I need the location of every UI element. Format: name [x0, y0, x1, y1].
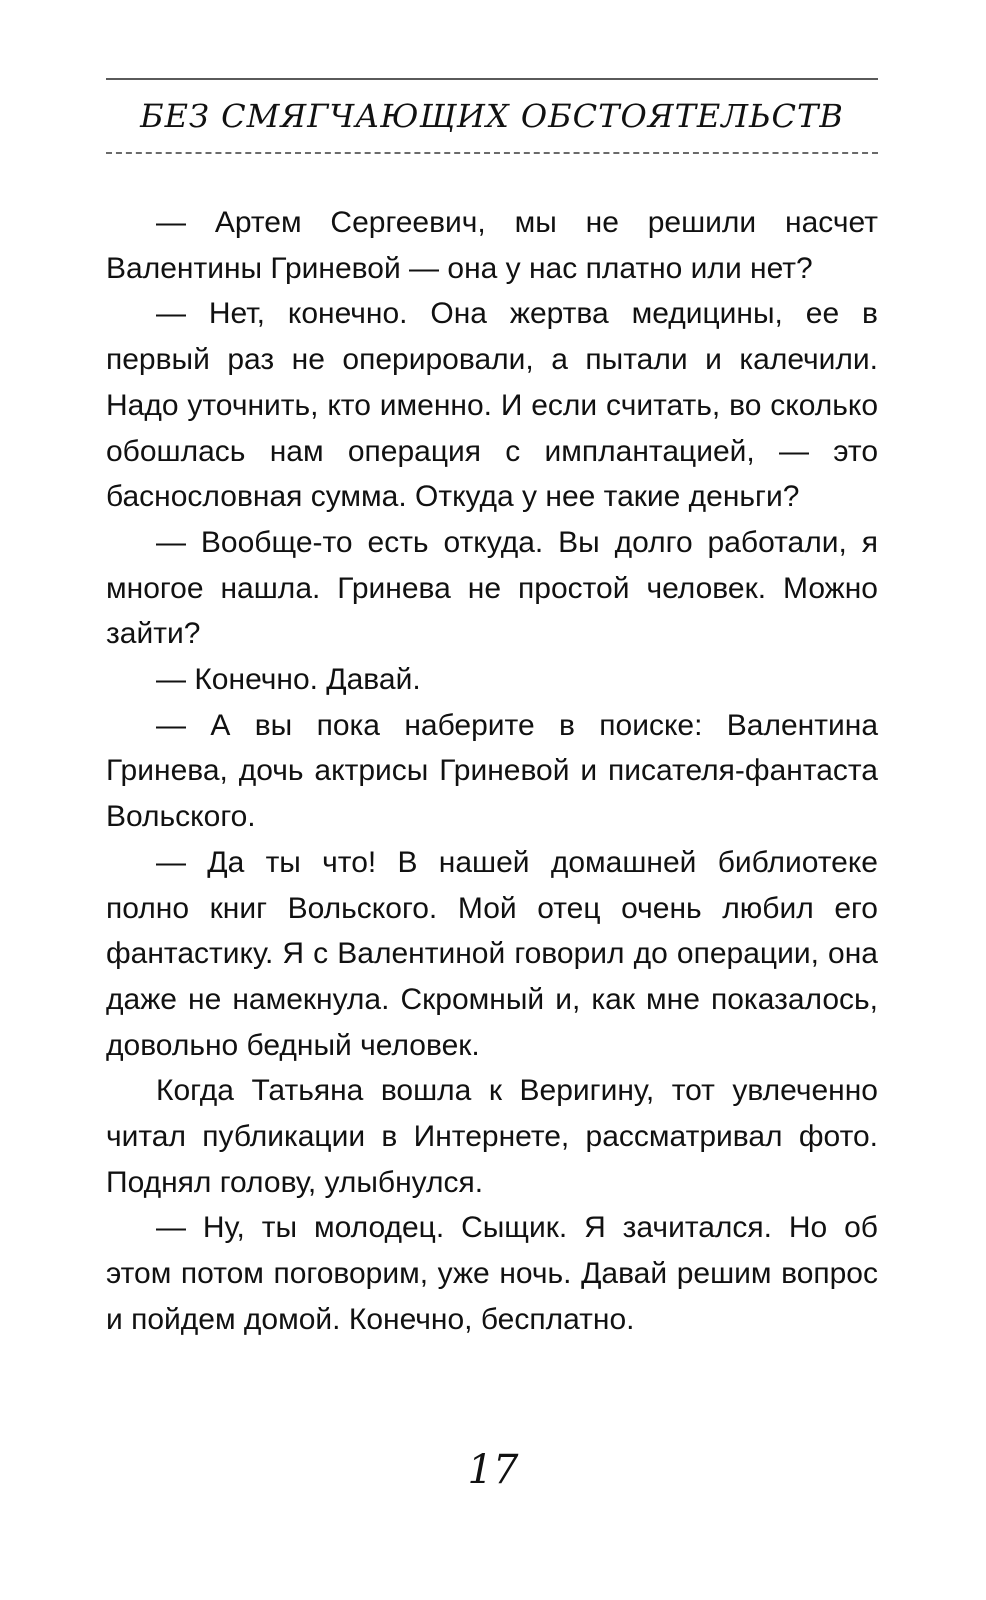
- paragraph: — Конечно. Давай.: [156, 663, 421, 697]
- body-text: [106, 200, 878, 1343]
- header-rule-bottom: [106, 152, 878, 154]
- running-title: БЕЗ СМЯГЧАЮЩИХ ОБСТОЯТЕЛЬСТВ: [140, 97, 844, 135]
- paragraph: — Да ты что! В нашей домашней библиотеке полно книг Вольского. Мой отец очень любил его фантастику. Я с Валентиной говорил до операции, она даже не намекнула. Скромный и, как мне показалось, довольно бедный человек.: [106, 845, 878, 1062]
- paragraph: Когда Татьяна вошла к Веригину, тот увлеченно читал публикации в Интернете, рассматривал фото. Поднял голову, улыбнулся.: [106, 1074, 878, 1199]
- paragraph: — Вообще-то есть откуда. Вы долго работали, я многое нашла. Гринева не простой человек. Можно зайти?: [106, 525, 878, 651]
- paragraph: — Ну, ты молодец. Сыщик. Я зачитался. Но об этом потом поговорим, уже ночь. Давай решим вопрос и пойдем домой. Конечно, бесплатно.: [106, 1211, 878, 1336]
- paragraph: — Нет, конечно. Она жертва медицины, ее в первый раз не оперировали, а пытали и калечили. Надо уточнить, кто именно. И если считать, во сколько обошлась нам операция с имплантацией, — это баснословная сумма. Откуда у нее такие деньги?: [106, 297, 878, 514]
- paragraph: — Артем Сергеевич, мы не решили насчет Валентины Гриневой — она у нас платно или нет?: [106, 206, 878, 285]
- page-number: 17: [467, 1447, 519, 1493]
- header-rule-top: [106, 78, 878, 80]
- paragraph: — А вы пока наберите в поиске: Валентина Гринева, дочь актрисы Гриневой и писателя-фантаста Вольского.: [106, 708, 878, 834]
